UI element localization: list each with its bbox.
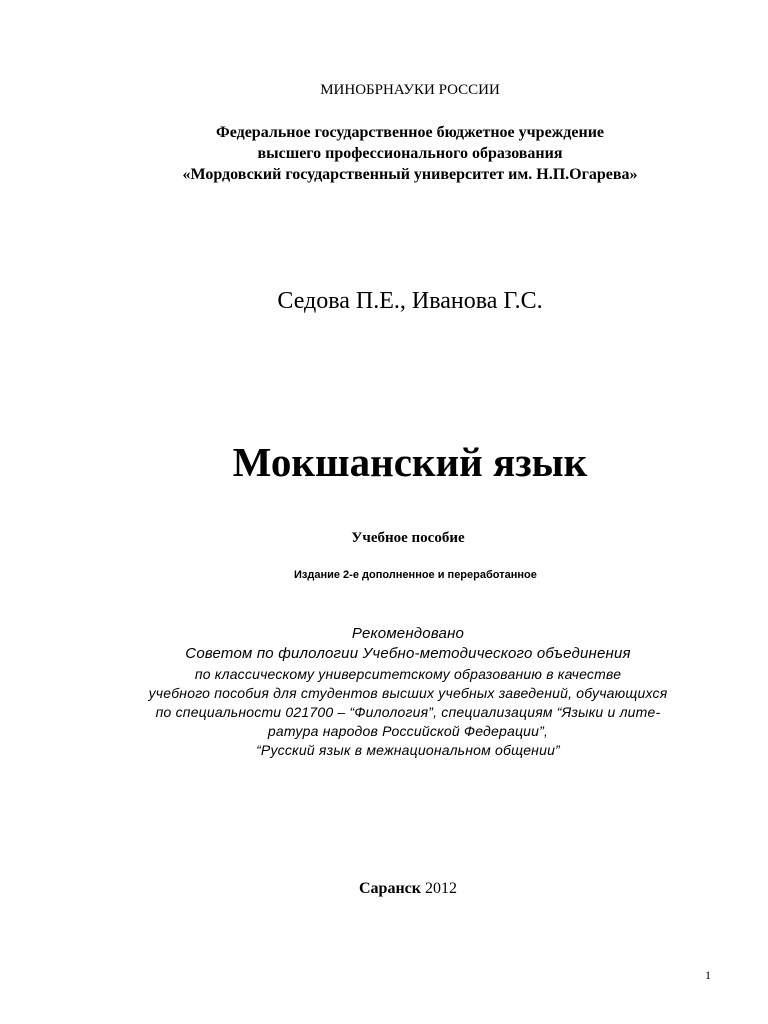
institution-line-1: Федеральное государственное бюджетное учреждение (215, 124, 605, 141)
book-subtitle: Учебное пособие (351, 530, 465, 546)
ministry-name: МИНОБРНАУКИ РОССИИ (320, 82, 500, 98)
recommendation-line-5: по специальности 021700 – “Филология”, специализациям “Языки и лите- (155, 704, 661, 720)
imprint-city: Саранск (359, 880, 421, 897)
imprint-year: 2012 (425, 880, 457, 897)
recommendation-line-2: Советом по филологии Учебно-методического объединения (185, 645, 631, 662)
recommendation-line-1: Рекомендовано (351, 625, 465, 642)
book-title: Мокшанский язык (232, 439, 588, 485)
authors: Седова П.Е., Иванова Г.С. (277, 288, 543, 314)
recommendation-line-4: учебного пособия для студентов высших учебных заведений, обучающихся (148, 685, 668, 701)
institution-line-2: высшего профессионального образования (257, 145, 563, 162)
page-number: 1 (705, 968, 711, 982)
institution-line-3: «Мордовский государственный университет им. Н.П.Огарева» (182, 166, 638, 183)
recommendation-line-7: “Русский язык в межнациональном общении” (256, 742, 560, 758)
imprint (24, 880, 768, 898)
recommendation-line-3: по классическому университетскому образованию в качестве (194, 666, 622, 682)
edition-note: Издание 2-е дополненное и переработанное (294, 569, 537, 581)
recommendation-line-6: ратура народов Российской Федерации”, (267, 723, 549, 739)
